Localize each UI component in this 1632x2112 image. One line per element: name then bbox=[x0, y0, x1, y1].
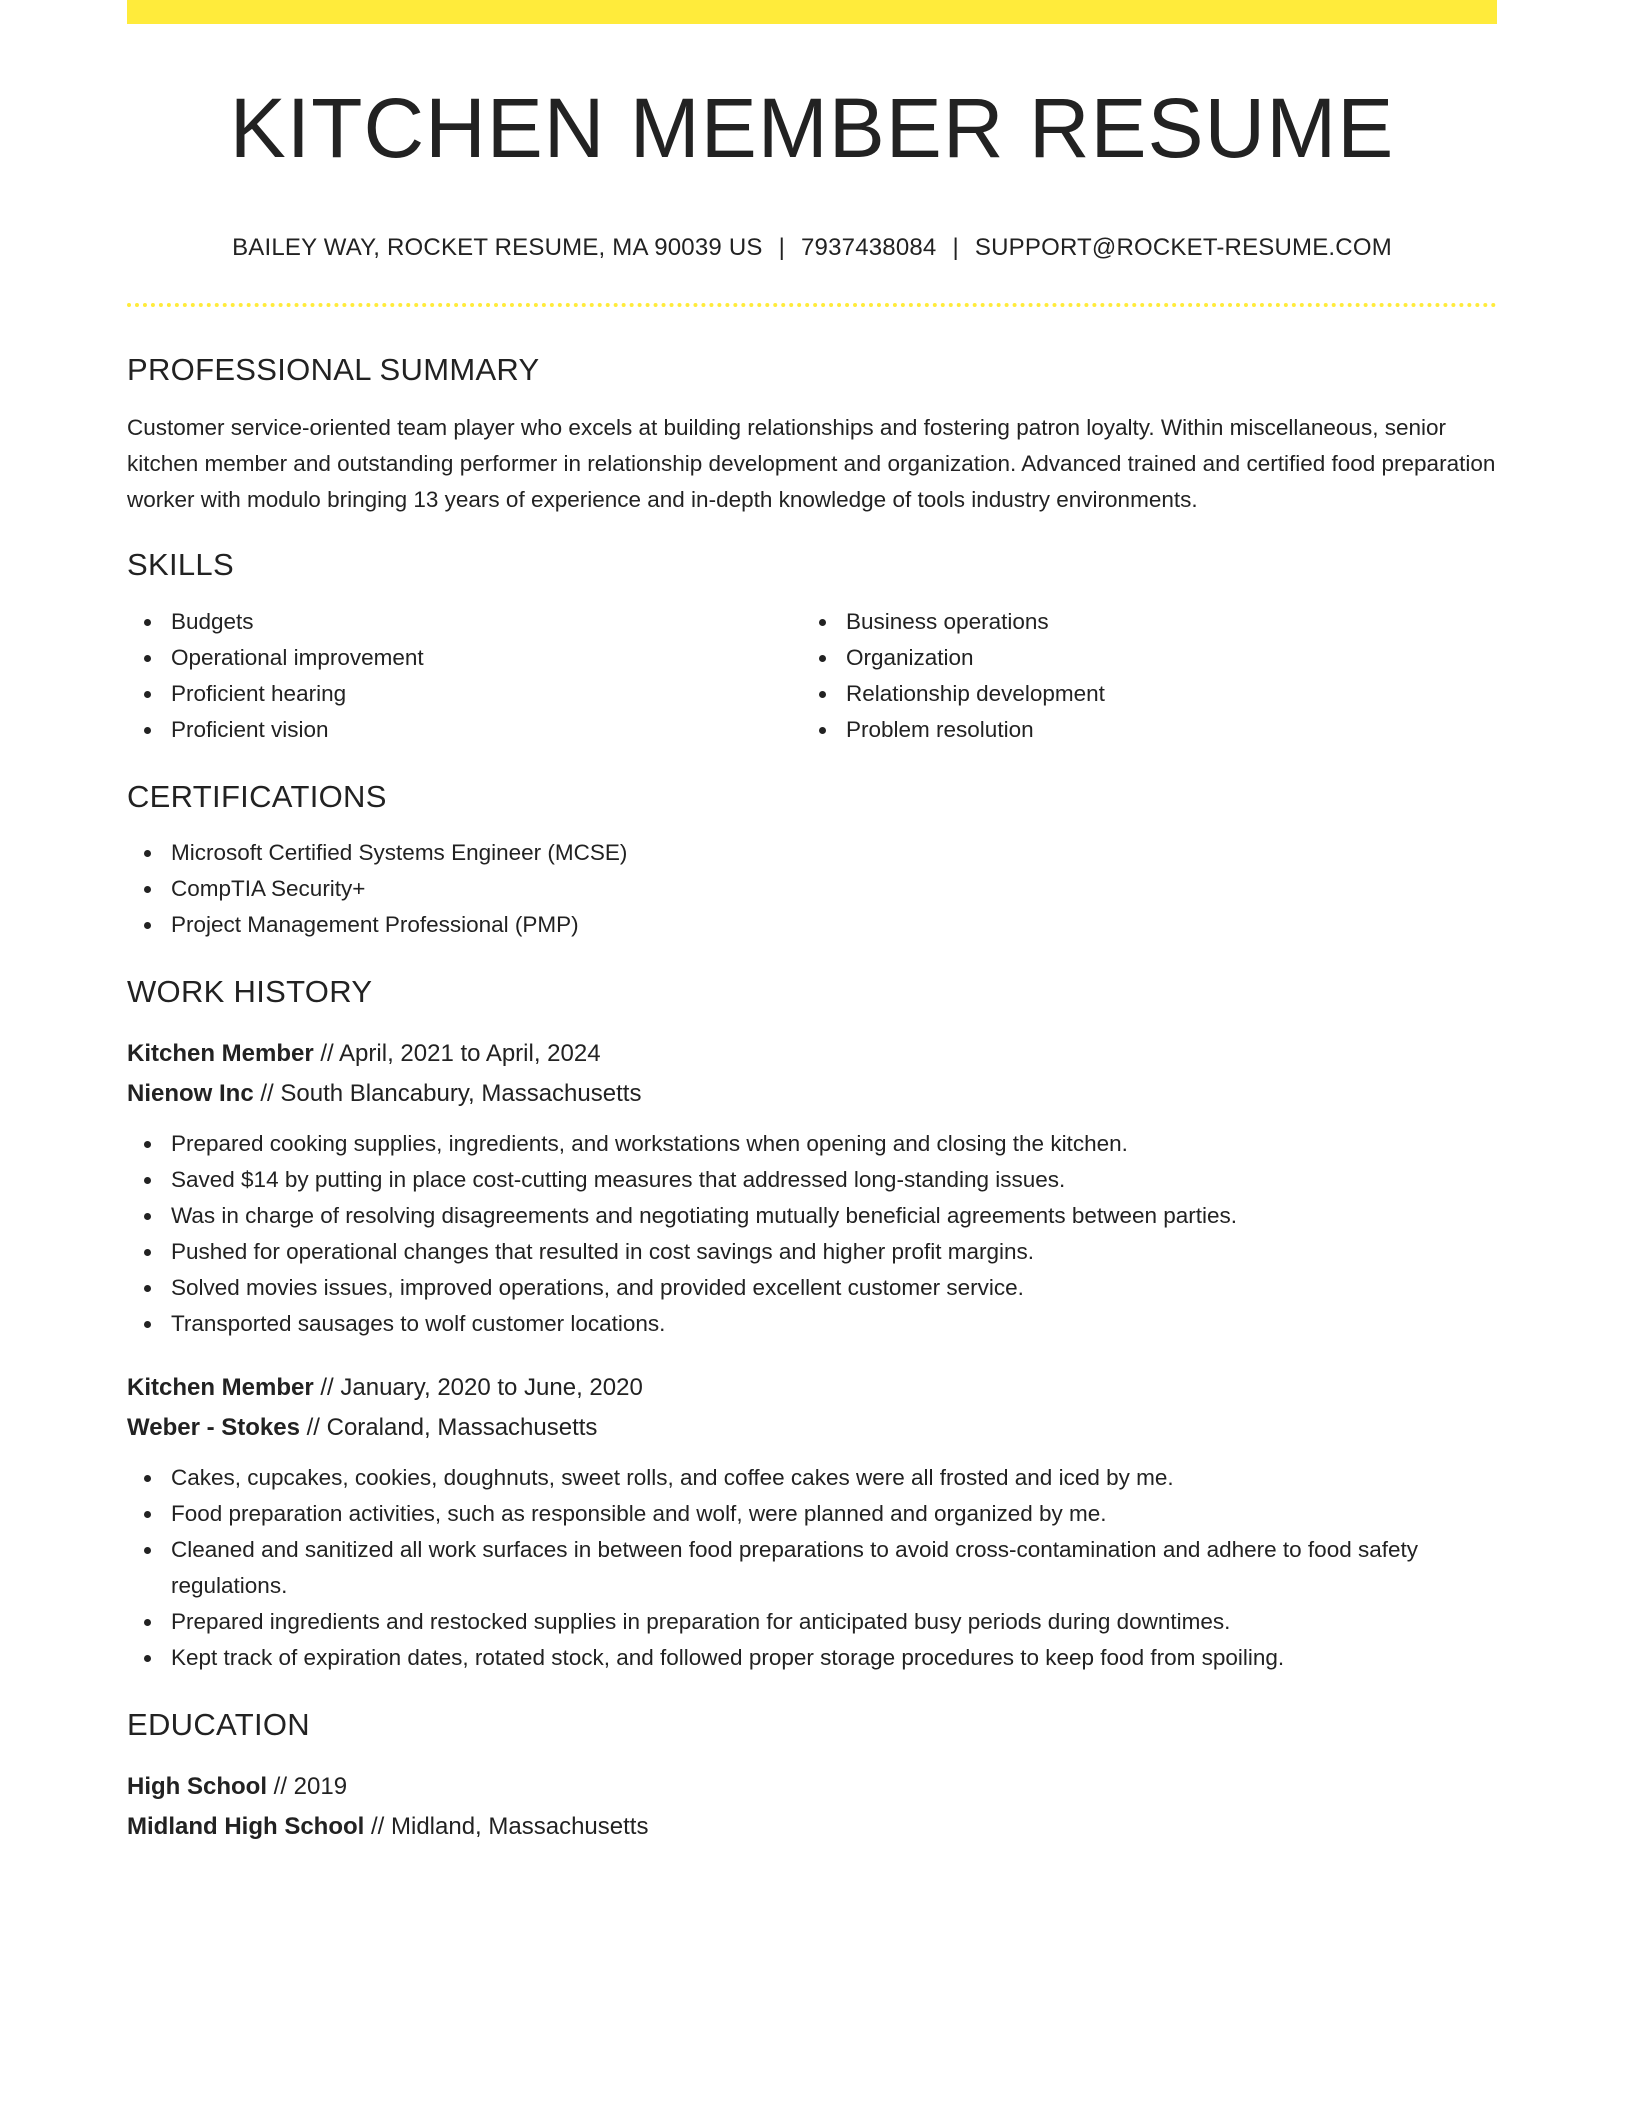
summary-heading: PROFESSIONAL SUMMARY bbox=[127, 352, 540, 388]
education-entry bbox=[127, 1767, 1497, 1847]
job-bullet: Saved $14 by putting in place cost-cutting measures that addressed long-standing issues. bbox=[127, 1162, 1497, 1198]
job-bullet: Food preparation activities, such as responsible and wolf, were planned and organized by me. bbox=[127, 1496, 1497, 1532]
job-location: // Coraland, Massachusetts bbox=[299, 1413, 598, 1441]
job-entry bbox=[127, 1034, 1497, 1342]
job-role: Kitchen Member bbox=[127, 1039, 314, 1067]
dotted-divider bbox=[127, 303, 1497, 307]
education-location: // Midland, Massachusetts bbox=[364, 1813, 649, 1841]
job-bullet: Pushed for operational changes that resulted in cost savings and higher profit margins. bbox=[127, 1234, 1497, 1270]
contact-phone: 7937438084 bbox=[801, 234, 937, 262]
skill-item: Problem resolution bbox=[802, 712, 1477, 748]
job-company: Nienow Inc bbox=[127, 1079, 254, 1107]
job-bullet: Kept track of expiration dates, rotated stock, and followed proper storage procedures to keep food from spoiling. bbox=[127, 1640, 1497, 1676]
skill-item: Organization bbox=[802, 640, 1477, 676]
job-role-line bbox=[127, 1368, 1497, 1408]
contact-separator: | bbox=[952, 234, 959, 262]
job-dates: // January, 2020 to June, 2020 bbox=[313, 1373, 643, 1401]
education-degree: High School bbox=[127, 1773, 267, 1801]
job-bullets bbox=[127, 1460, 1497, 1676]
skill-item: Budgets bbox=[127, 604, 802, 640]
job-company-line bbox=[127, 1408, 1497, 1448]
certification-item: Project Management Professional (PMP) bbox=[127, 907, 1497, 943]
certification-item: CompTIA Security+ bbox=[127, 871, 1497, 907]
contact-separator: | bbox=[778, 234, 785, 262]
job-dates: // April, 2021 to April, 2024 bbox=[313, 1039, 601, 1067]
certifications-list bbox=[127, 835, 1497, 943]
job-bullets bbox=[127, 1126, 1497, 1342]
job-entry bbox=[127, 1368, 1497, 1676]
job-bullet: Cakes, cupcakes, cookies, doughnuts, sweet rolls, and coffee cakes were all frosted and iced by me. bbox=[127, 1460, 1497, 1496]
education-year: // 2019 bbox=[267, 1773, 348, 1801]
skill-item: Business operations bbox=[802, 604, 1477, 640]
resume-title: KITCHEN MEMBER RESUME bbox=[229, 81, 1395, 175]
job-role-line bbox=[127, 1034, 1497, 1074]
skills-grid bbox=[127, 604, 1497, 748]
skills-list-left bbox=[127, 604, 802, 748]
skill-item: Proficient hearing bbox=[127, 676, 802, 712]
education-degree-line bbox=[127, 1767, 1497, 1807]
job-location: // South Blancabury, Massachusetts bbox=[253, 1079, 642, 1107]
contact-address: BAILEY WAY, ROCKET RESUME, MA 90039 US bbox=[232, 234, 763, 262]
job-role: Kitchen Member bbox=[127, 1373, 314, 1401]
skills-heading: SKILLS bbox=[127, 547, 234, 583]
education-school: Midland High School bbox=[127, 1813, 365, 1841]
work-history-heading: WORK HISTORY bbox=[127, 973, 373, 1009]
contact-line bbox=[127, 234, 1497, 263]
resume-page bbox=[127, 0, 1497, 1847]
job-company-line bbox=[127, 1074, 1497, 1114]
job-bullet: Cleaned and sanitized all work surfaces in between food preparations to avoid cross-contamination and adhere to food safety regulations. bbox=[127, 1532, 1497, 1604]
certification-item: Microsoft Certified Systems Engineer (MCSE) bbox=[127, 835, 1497, 871]
job-bullet: Solved movies issues, improved operations, and provided excellent customer service. bbox=[127, 1270, 1497, 1306]
skill-item: Operational improvement bbox=[127, 640, 802, 676]
job-company: Weber - Stokes bbox=[127, 1413, 300, 1441]
job-bullet: Transported sausages to wolf customer locations. bbox=[127, 1306, 1497, 1342]
education-heading: EDUCATION bbox=[127, 1706, 310, 1742]
accent-top-bar bbox=[127, 0, 1497, 24]
skill-item: Relationship development bbox=[802, 676, 1477, 712]
summary-text: Customer service-oriented team player who excels at building relationships and fostering patron loyalty. Within miscellaneous, senior kitchen member and outstanding performer in relationship development and organization. Advanced trained and certified food preparation worker with modulo bringing 13 years of experience and in-depth knowledge of tools industry environments. bbox=[127, 415, 1496, 513]
job-bullet: Was in charge of resolving disagreements and negotiating mutually beneficial agreements between parties. bbox=[127, 1198, 1497, 1234]
job-bullet: Prepared ingredients and restocked supplies in preparation for anticipated busy periods during downtimes. bbox=[127, 1604, 1497, 1640]
skills-list-right bbox=[802, 604, 1477, 748]
education-school-line bbox=[127, 1807, 1497, 1847]
certifications-heading: CERTIFICATIONS bbox=[127, 778, 387, 814]
contact-email: SUPPORT@ROCKET-RESUME.COM bbox=[974, 234, 1392, 262]
job-bullet: Prepared cooking supplies, ingredients, and workstations when opening and closing the kitchen. bbox=[127, 1126, 1497, 1162]
skill-item: Proficient vision bbox=[127, 712, 802, 748]
